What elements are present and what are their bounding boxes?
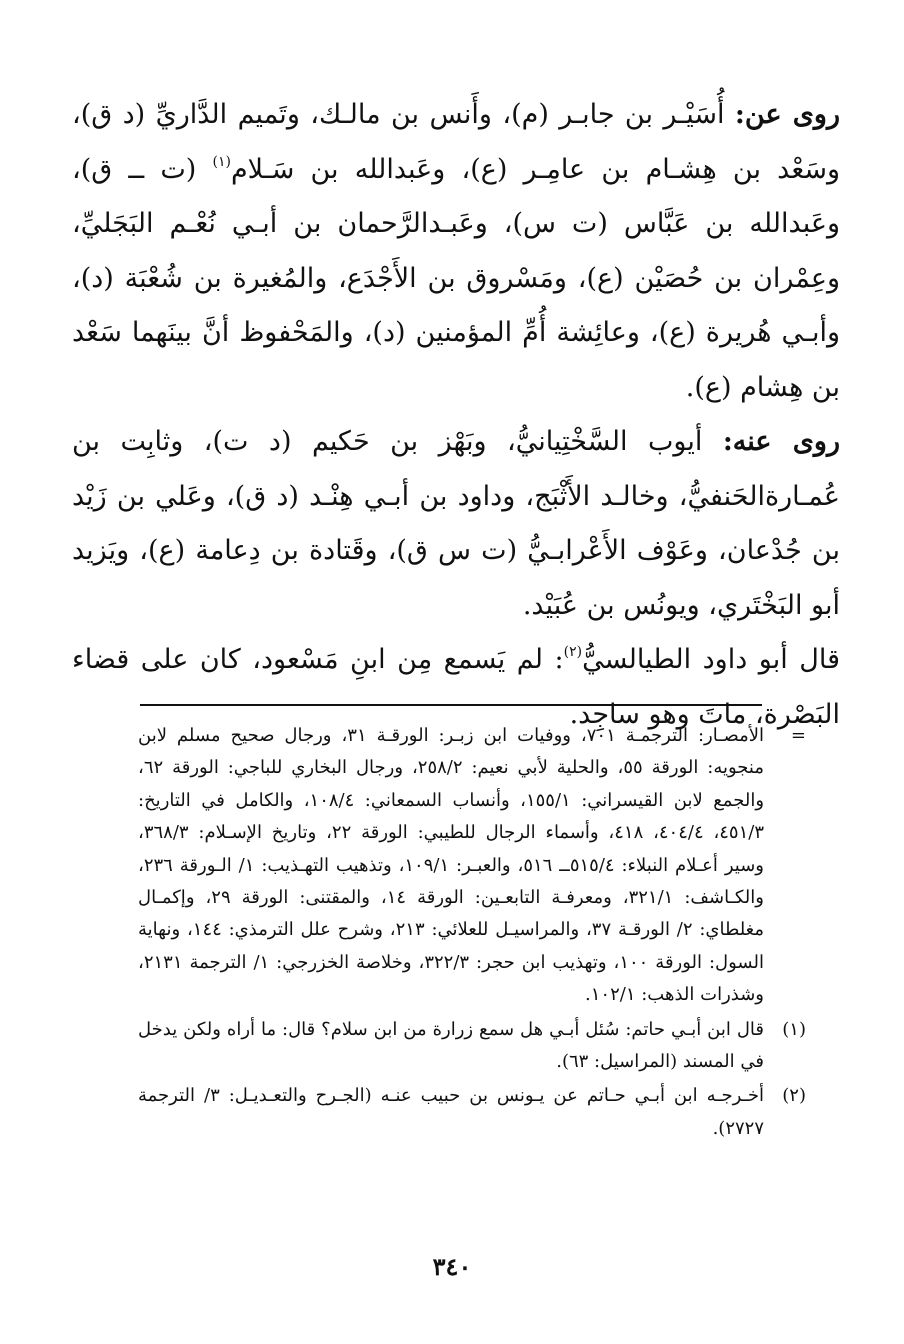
footnotes <box>138 720 806 1145</box>
narrated-by-paragraph <box>72 415 840 633</box>
footnote-marker: = <box>790 725 806 746</box>
footnote-1 <box>138 1014 806 1079</box>
footnote-text: الأمصـار: الترجمـة ٧٠١، ووفيات ابن زبـر: الورقـة ٣١، ورجال صحيح مسلم لابن منجويه: الورقة ٥٥، والحلية لأبي نعيم: ٢٥٨/٢، ورجال البخاري للباجي: الورقة ٦٢، والجمع لابن القيسراني: ١٥٥/١، وأنساب السمعاني: ١٠٨/٤، والكامل في التاريخ: ٤٥١/٣، ٤٠٤/٤، ٤١٨، وأسماء الرجال للطيبي: الورقة ٢٢، وتاريخ الإسـلام: ٣٦٨/٣، وسير أعـلام النبلاء: ٥١٥/٤ــ ٥١٦، والعبـر: ١٠٩/١، وتذهيب التهـذيب: ١/ الـورقة ٢٣٦، والكـاشف: ٣٢١/١، ومعرفـة التابعـين: الورقة ١٤، والمقتنى: الورقة ٢٩، وإكمـال مغلطاي: ٢/ الورقـة ٣٧، والمراسيـل للعلائي: ٢١٣، وشرح علل الترمذي: ١٤٤، ونهاية السول: الورقة ١٠٠، وتهذيب ابن حجر: ٣٢٢/٣، وخلاصة الخزرجي: ١/ الترجمة ٢١٣١، وشذرات الذهب: ١٠٢/١. <box>138 725 765 1006</box>
footnote-separator <box>140 704 762 706</box>
tayalisi-quote-text-1: قال أبو داود الطيالسيُّ <box>582 644 840 675</box>
narrated-by-text: أيوب السَّخْتِيانيُّ، وبَهْز بن حَكيم (د ت)، وثابِت بن عُمـارةالحَنفيُّ، وخالـد الأَثْبَج، وداود بن أبـي هِنْـد (د ق)، وعَلي بن زَيْد بن جُدْعان، وعَوْف الأَعْرابـيُّ (ت س ق)، وقَتادة بن دِعامة (ع)، ويَزيد أبو البَخْتَري، ويونُس بن عُبَيْد. <box>72 426 840 621</box>
narrated-from-text-1: أُسَيْـر بن جابـر (م)، وأَنس بن مالـك، وتَميم الدَّاريِّ (د ق)، وسَعْد بن هِشـام بن عامِـر (ع)، وعَبدالله بن سَـلام <box>72 99 841 185</box>
tayalisi-quote-text-2: : لم يَسمع مِن ابنِ مَسْعود، كان على قضاء البَصْرة، ماتَ وهو ساجِد. <box>72 644 840 730</box>
footnote-2 <box>138 1080 806 1145</box>
narrated-from-text-2: (ت ــ ق)، وعَبدالله بن عَبَّاس (ت س)، وعَبـدالرَّحمان بن أبـي نُعْـم البَجَليِّ، وعِمْران بن حُصَيْن (ع)، ومَسْروق بن الأَجْدَع، والمُغيرة بن شُعْبَة (د)، وأبـي هُريرة (ع)، وعائِشة أُمِّ المؤمنين (د)، والمَحْفوظ أنَّ بينَهما سَعْد بن هِشام (ع). <box>72 153 840 403</box>
footnote-text: أخـرجـه ابن أبـي حـاتم عن يـونس بن حبيب عنـه (الجـرح والتعـديـل: ٣/ الترجمة ٢٧٢٧). <box>138 1085 764 1139</box>
narrated-by-heading: روى عنه: <box>722 426 841 457</box>
footnote-continuation <box>138 720 806 1012</box>
footnote-ref-2[interactable]: (٢) <box>563 644 583 660</box>
footnote-marker: (١) <box>782 1018 806 1040</box>
footnote-marker: (٢) <box>782 1085 806 1107</box>
footnote-text: قال ابن أبـي حاتم: سُئل أبـي هل سمع زرارة من ابن سلام؟ قال: ما أراه ولكن يدخل في المسند (المراسيل: ٦٣). <box>138 1018 764 1073</box>
footnote-ref-1[interactable]: (١) <box>212 153 231 170</box>
page-number: ٣٤٠ <box>432 1252 472 1281</box>
main-text <box>72 88 840 742</box>
narrated-from-heading: روى عن: <box>734 99 840 130</box>
narrated-from-paragraph <box>72 88 840 415</box>
